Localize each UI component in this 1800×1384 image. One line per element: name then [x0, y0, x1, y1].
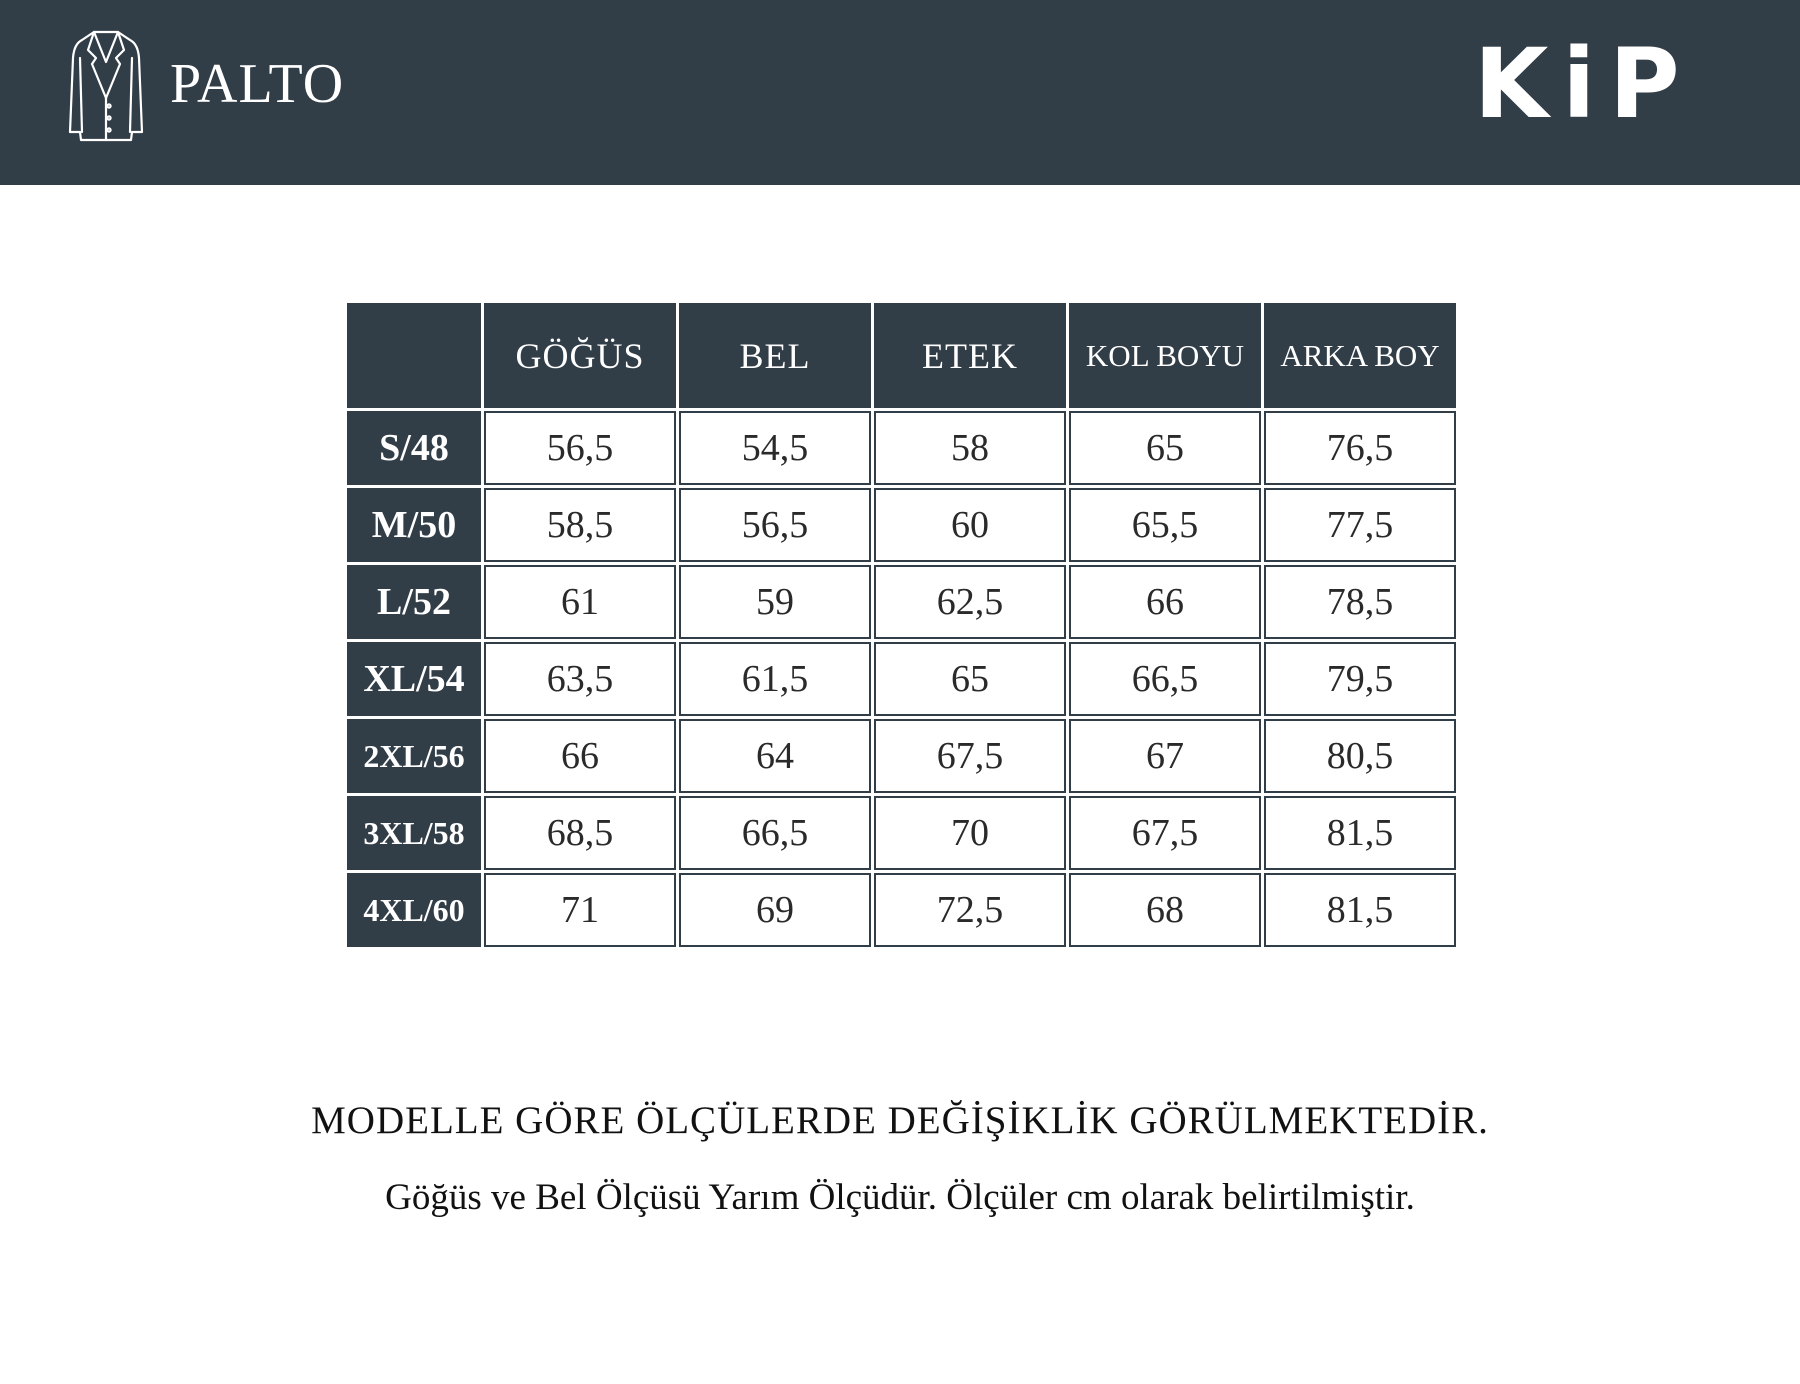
column-header-gogus: GÖĞÜS	[484, 303, 676, 408]
table-cell: 66	[1069, 565, 1261, 639]
size-label: M/50	[347, 488, 481, 562]
table-cell: 59	[679, 565, 871, 639]
table-cell: 71	[484, 873, 676, 947]
table-row	[347, 565, 1456, 639]
table-cell: 61	[484, 565, 676, 639]
table-cell: 66,5	[1069, 642, 1261, 716]
table-cell: 72,5	[874, 873, 1066, 947]
column-header-bel: BEL	[679, 303, 871, 408]
size-chart-table	[344, 300, 1459, 950]
table-cell: 77,5	[1264, 488, 1456, 562]
table-row	[347, 873, 1456, 947]
table-cell: 79,5	[1264, 642, 1456, 716]
table-cell: 68	[1069, 873, 1261, 947]
table-cell: 58	[874, 411, 1066, 485]
table-cell: 81,5	[1264, 796, 1456, 870]
table-cell: 81,5	[1264, 873, 1456, 947]
table-corner-cell	[347, 303, 481, 408]
page-title: PALTO	[170, 53, 345, 115]
table-cell: 67,5	[1069, 796, 1261, 870]
table-row	[347, 642, 1456, 716]
table-row	[347, 411, 1456, 485]
table-cell: 65,5	[1069, 488, 1261, 562]
table-cell: 67	[1069, 719, 1261, 793]
table-cell: 56,5	[679, 488, 871, 562]
header-bar	[0, 0, 1800, 185]
table-cell: 76,5	[1264, 411, 1456, 485]
model-variation-notice: MODELLE GÖRE ÖLÇÜLERDE DEĞİŞİKLİK GÖRÜLMEKTEDİR.	[311, 1099, 1489, 1142]
table-cell: 67,5	[874, 719, 1066, 793]
table-cell: 80,5	[1264, 719, 1456, 793]
size-label: 4XL/60	[347, 873, 481, 947]
table-cell: 78,5	[1264, 565, 1456, 639]
table-cell: 65	[874, 642, 1066, 716]
table-cell: 70	[874, 796, 1066, 870]
column-header-etek: ETEK	[874, 303, 1066, 408]
brand-logo: KiP	[1474, 28, 1694, 140]
table-cell: 56,5	[484, 411, 676, 485]
size-label: 3XL/58	[347, 796, 481, 870]
table-header-row	[347, 303, 1456, 408]
column-header-kol-boyu: KOL BOYU	[1069, 303, 1261, 408]
table-row	[347, 719, 1456, 793]
table-row	[347, 796, 1456, 870]
table-cell: 66	[484, 719, 676, 793]
size-label: L/52	[347, 565, 481, 639]
coat-icon	[68, 28, 144, 144]
table-cell: 62,5	[874, 565, 1066, 639]
size-label: 2XL/56	[347, 719, 481, 793]
measurement-note: Göğüs ve Bel Ölçüsü Yarım Ölçüdür. Ölçüler cm olarak belirtilmiştir.	[385, 1177, 1415, 1218]
size-label: XL/54	[347, 642, 481, 716]
table-cell: 66,5	[679, 796, 871, 870]
column-header-arka-boy: ARKA BOY	[1264, 303, 1456, 408]
table-cell: 60	[874, 488, 1066, 562]
table-cell: 64	[679, 719, 871, 793]
table-cell: 61,5	[679, 642, 871, 716]
size-label: S/48	[347, 411, 481, 485]
table-cell: 69	[679, 873, 871, 947]
table-row	[347, 488, 1456, 562]
table-cell: 58,5	[484, 488, 676, 562]
table-cell: 68,5	[484, 796, 676, 870]
table-cell: 54,5	[679, 411, 871, 485]
table-cell: 63,5	[484, 642, 676, 716]
table-cell: 65	[1069, 411, 1261, 485]
